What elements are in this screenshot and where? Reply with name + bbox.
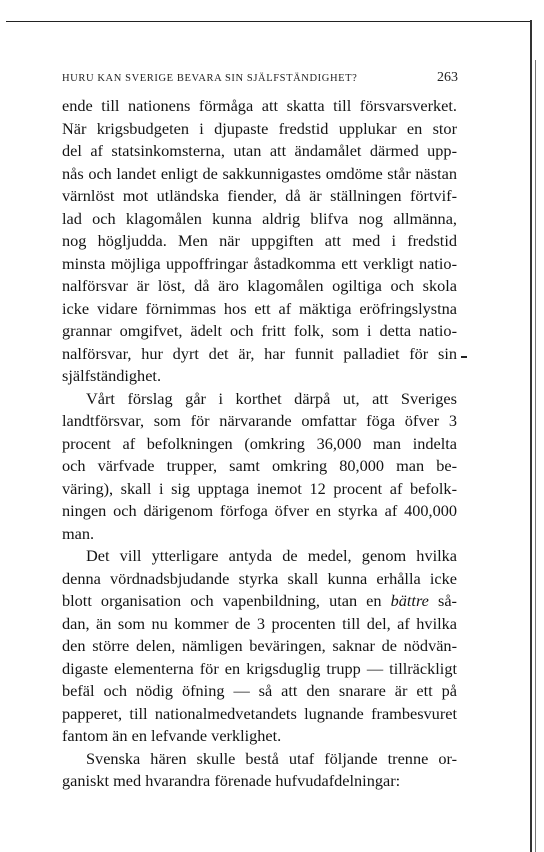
text-line: och värfvade trupper, samt omkring 80,000 man be- xyxy=(62,456,457,475)
running-title: HURU KAN SVERIGE BEVARA SIN SJÄLFSTÄNDIGHET? xyxy=(62,73,358,84)
page-edge-shadow xyxy=(535,60,536,852)
text-line: Vårt förslag går i korthet därpå ut, att Sveriges xyxy=(86,388,457,408)
margin-mark xyxy=(461,356,467,358)
text-line: icke vidare förnimmas hos ett af mäktiga eröfringslystna xyxy=(62,298,457,318)
text-line: ganiskt med hvarandra förenade hufvudafdelningar: xyxy=(62,771,401,790)
text-line: väring), skall i sig upptaga inemot 12 procent af befolk- xyxy=(62,478,457,498)
text-line: När krigsbudgeten i djupaste fredstid upplukar en stor xyxy=(62,118,457,138)
body-text xyxy=(62,95,457,793)
text-line: digaste elementerna för en krigsduglig trupp — tillräckligt xyxy=(62,658,457,678)
text-line: fantom än en lefvande verklighet. xyxy=(62,726,282,745)
text-line: lad och klagomålen kunna aldrig blifva nog allmänna, xyxy=(62,208,457,228)
text-line: minsta möjliga uppoffringar åstadkomma ett verkligt natio- xyxy=(62,253,457,273)
text-line: Det vill ytterligare antyda de medel, genom hvilka xyxy=(86,546,457,565)
text-line: nog högljudda. Men när uppgiften att med i fredstid xyxy=(62,231,457,250)
text-line: nås och landet enligt de sakkunnigastes omdöme står nästan xyxy=(62,163,457,183)
text-line: själfständighet. xyxy=(62,366,162,385)
text-line: nalförsvar, hur dyrt det är, har funnit palladiet för sin xyxy=(62,343,457,363)
text-line: denna vördnadsbjudande styrka skall kunna erhålla icke xyxy=(62,568,457,588)
text-line: befäl och nödig öfning — så att den snarare är ett på xyxy=(62,681,457,700)
text-line: papperet, till nationalmedvetandets lugnande frambesvuret xyxy=(62,703,457,723)
text-line: värnlöst mot utländska fiender, då är ställningen förtvif- xyxy=(62,186,457,205)
text-segment: blott organisation och vapenbildning, utan en xyxy=(62,591,382,610)
text-line: dan, än som nu kommer de 3 procenten till del, af hvilka xyxy=(62,613,457,633)
text-line: ende till nationens förmåga att skatta till försvarsverket. xyxy=(62,96,457,115)
text-line: den större delen, nämligen beväringen, saknar de nödvän- xyxy=(62,636,457,655)
text-line: man. xyxy=(62,523,95,543)
top-rule xyxy=(6,21,530,22)
text-line: landtförsvar, som för närvarande omfattar föga öfver 3 xyxy=(62,411,457,430)
page-edge xyxy=(530,20,532,852)
text-segment: så- xyxy=(438,591,457,610)
page-number: 263 xyxy=(437,70,458,85)
text-line xyxy=(62,590,457,613)
emphasis: bättre xyxy=(390,591,429,610)
text-line: Svenska hären skulle bestå utaf följande trenne or- xyxy=(86,748,457,768)
text-line: del af statsinkomsterna, utan att ändamålet därmed upp- xyxy=(62,141,457,160)
text-line: nalförsvar är löst, då äro klagomålen ogiltiga och skola xyxy=(62,276,457,295)
running-header xyxy=(62,70,458,85)
text-line: grannar omgifvet, ädelt och fritt folk, som i detta natio- xyxy=(62,321,457,340)
text-line: ningen och därigenom förfoga öfver en styrka af 400,000 xyxy=(62,501,457,520)
text-line: procent af befolkningen (omkring 36,000 man indelta xyxy=(62,433,457,453)
